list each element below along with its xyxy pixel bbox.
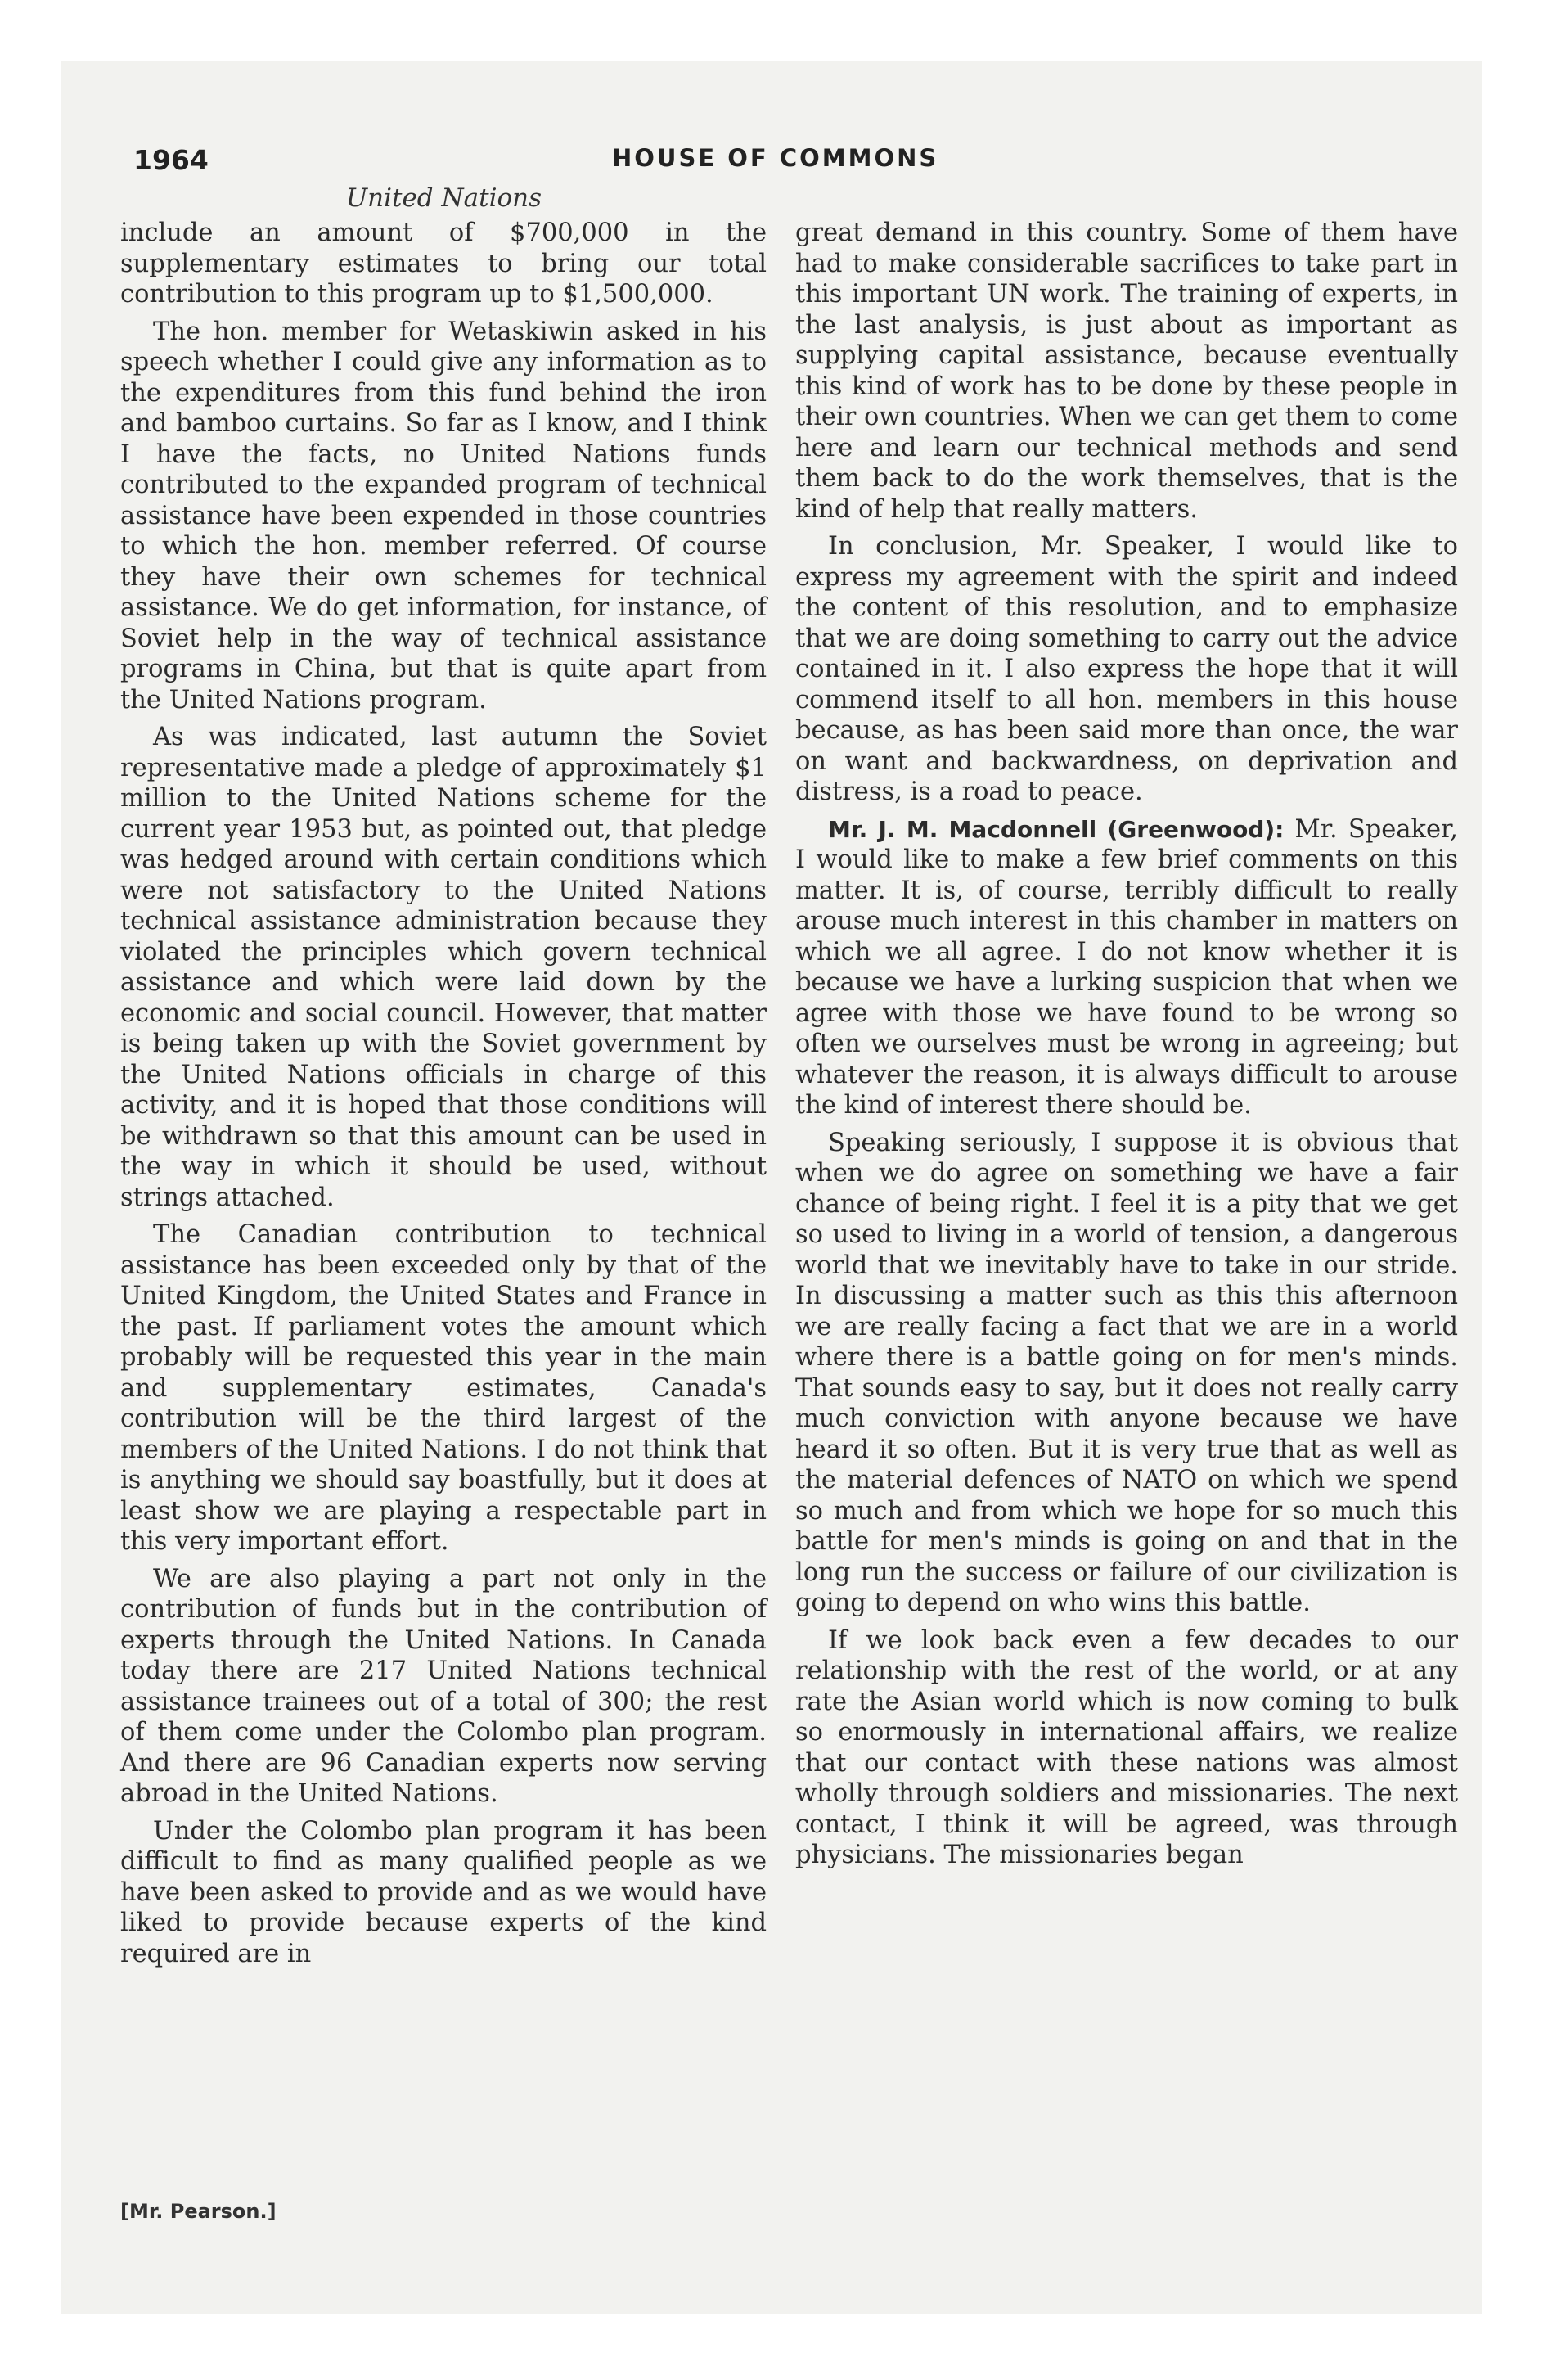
paragraph: Speaking seriously, I suppose it is obvious that when we do agree on something we have a fair chance of being right. I feel it is a pity that we get so used to living in a world of tension, a dangerous world that we inevitably have to take in our stride. In discussing a matter such as this this afternoon we are really facing a fact that we are in a world where there is a battle going on for men's minds. That sounds easy to say, but it does not really carry much conviction with anyone because we have heard it so often. But it is very true that as well as the material defences of NATO on which we spend so much and from which we hope for so much this battle for men's minds is going on and that in the long run the success or failure of our civilization is going to depend on who wins this battle. (795, 1128, 1458, 1617)
right-column (795, 218, 1458, 1877)
paragraph: The Canadian contribution to technical assistance has been exceeded only by that of the United Kingdom, the United States and France in the past. If parliament votes the amount which probably will be requested this year in the main and supplementary estimates, Canada's contribution will be the third largest of the members of the United Nations. I do not think that is anything we should say boastfully, but it does at least show we are playing a respectable part in this very important effort. (120, 1220, 767, 1556)
paragraph: include an amount of $700,000 in the supplementary estimates to bring our total contribution to this program up to $1,500,000. (120, 219, 767, 309)
subject-heading: United Nations (346, 183, 542, 213)
footer-speaker-note: [Mr. Pearson.] (120, 2200, 277, 2223)
paragraph: In conclusion, Mr. Speaker, I would like to express my agreement with the spirit and indeed the content of this resolution, and to emphasize that we are doing something to carry out the advice contained in it. I also express the hope that it will commend itself to all hon. members in this house because, as has been said more than once, the war on want and backwardness, on deprivation and distress, is a road to peace. (795, 532, 1458, 806)
paragraph: Under the Colombo plan program it has been difficult to find as many qualified people as we have been asked to provide and as we would have liked to provide because experts of the kind required are in (120, 1816, 767, 1968)
page-title: HOUSE OF COMMONS (612, 144, 939, 172)
speaker-name: Mr. J. M. Macdonnell (Greenwood): (828, 815, 1285, 843)
paragraph: As was indicated, last autumn the Soviet representative made a pledge of approximately $1 million to the United Nations scheme for the current year 1953 but, as pointed out, that pledge was hedged around with certain conditions which were not satisfactory to the United Nations technical assistance administration because they violated the principles which govern technical assistance and which were laid down by the economic and social council. However, that matter is being taken up with the Soviet government by the United Nations officials in charge of this activity, and it is hoped that those conditions will be withdrawn so that this amount can be used in the way in which it should be used, without strings attached. (120, 723, 767, 1212)
paragraph: If we look back even a few decades to our relationship with the rest of the world, or at any rate the Asian world which is now coming to bulk so enormously in international affairs, we realize that our contact with these nations was almost wholly through soldiers and missionaries. The next contact, I think it will be agreed, was through physicians. The missionaries began (795, 1625, 1458, 1869)
speech-text: Mr. Speaker, I would like to make a few brief comments on this matter. It is, of course, terribly difficult to really arouse much interest in this chamber in matters on which we all agree. I do not know whether it is because we have a lurking suspicion that when we agree with those we have found to be wrong so often we ourselves must be wrong in agreeing; but whatever the reason, it is always difficult to arouse the kind of interest there should be. (795, 814, 1458, 1120)
paragraph: great demand in this country. Some of them have had to make considerable sacrifices to take part in this important UN work. The training of experts, in the last analysis, is just about as important as supplying capital assistance, because eventually this kind of work has to be done by these people in their own countries. When we can get them to come here and learn our technical methods and send them back to do the work themselves, that is the kind of help that really matters. (795, 219, 1458, 524)
left-column (120, 218, 767, 1976)
page-number: 1964 (133, 144, 209, 176)
paragraph: The hon. member for Wetaskiwin asked in his speech whether I could give any information as to the expenditures from this fund behind the iron and bamboo curtains. So far as I know, and I think I have the facts, no United Nations funds contributed to the expanded program of technical assistance have been expended in those countries to which the hon. member referred. Of course they have their own schemes for technical assistance. We do get information, for instance, of Soviet help in the way of technical assistance programs in China, but that is quite apart from the United Nations program. (120, 317, 767, 714)
paragraph: We are also playing a part not only in the contribution of funds but in the contribution of experts through the United Nations. In Canada today there are 217 United Nations technical assistance trainees out of a total of 300; the rest of them come under the Colombo plan program. And there are 96 Canadian experts now serving abroad in the United Nations. (120, 1564, 767, 1808)
speech-paragraph (795, 814, 1458, 1121)
